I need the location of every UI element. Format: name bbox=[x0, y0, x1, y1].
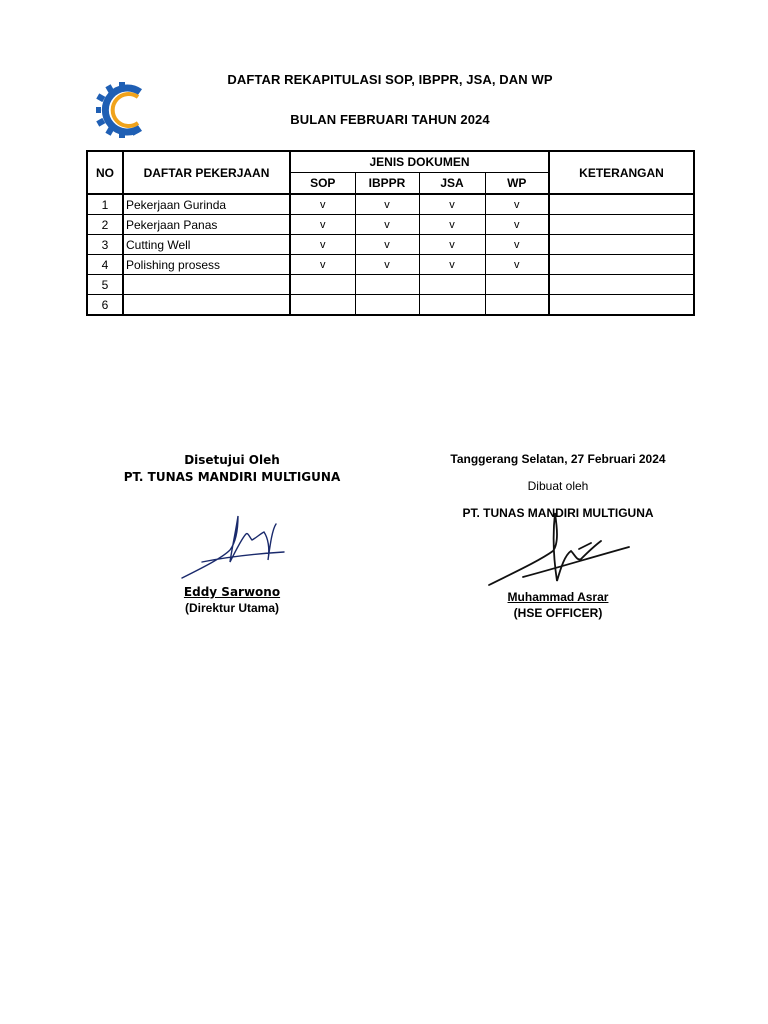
cell-jsa: v bbox=[419, 215, 485, 235]
company-logo bbox=[96, 80, 180, 140]
col-header-wp: WP bbox=[485, 173, 549, 195]
cell-sop bbox=[290, 275, 355, 295]
cell-no: 4 bbox=[87, 255, 123, 275]
cell-job: Pekerjaan Panas bbox=[123, 215, 290, 235]
cell-note bbox=[549, 235, 694, 255]
prepared-name: Muhammad Asrar bbox=[507, 590, 609, 604]
col-header-sop: SOP bbox=[290, 173, 355, 195]
prepared-company: PT. TUNAS MANDIRI MULTIGUNA bbox=[462, 506, 654, 520]
cell-jsa: v bbox=[419, 235, 485, 255]
cell-note bbox=[549, 215, 694, 235]
gear-logo-icon bbox=[96, 80, 180, 140]
col-header-doc-group: JENIS DOKUMEN bbox=[290, 151, 549, 173]
cell-jsa bbox=[419, 295, 485, 316]
cell-job: Polishing prosess bbox=[123, 255, 290, 275]
prepared-block bbox=[420, 451, 696, 621]
cell-jsa: v bbox=[419, 194, 485, 215]
cell-no: 5 bbox=[87, 275, 123, 295]
cell-job: Pekerjaan Gurinda bbox=[123, 194, 290, 215]
approval-signature bbox=[172, 498, 292, 586]
cell-ibppr: v bbox=[355, 194, 419, 215]
cell-jsa: v bbox=[419, 255, 485, 275]
cell-sop: v bbox=[290, 255, 355, 275]
cell-note bbox=[549, 295, 694, 316]
table-row bbox=[87, 255, 694, 275]
cell-note bbox=[549, 275, 694, 295]
approval-block bbox=[100, 452, 364, 616]
cell-note bbox=[549, 194, 694, 215]
cell-sop: v bbox=[290, 194, 355, 215]
cell-wp: v bbox=[485, 194, 549, 215]
approval-position: (Direktur Utama) bbox=[184, 601, 280, 615]
cell-job bbox=[123, 295, 290, 316]
cell-ibppr bbox=[355, 275, 419, 295]
document-subtitle: BULAN FEBRUARI TAHUN 2024 bbox=[290, 112, 490, 127]
cell-ibppr: v bbox=[355, 235, 419, 255]
table-row bbox=[87, 275, 694, 295]
cell-wp bbox=[485, 275, 549, 295]
table-row bbox=[87, 215, 694, 235]
table-row bbox=[87, 295, 694, 316]
prepared-position: (HSE OFFICER) bbox=[513, 606, 603, 620]
cell-note bbox=[549, 255, 694, 275]
cell-sop: v bbox=[290, 215, 355, 235]
col-header-job: DAFTAR PEKERJAAN bbox=[123, 151, 290, 194]
col-header-jsa: JSA bbox=[419, 173, 485, 195]
prepared-label: Dibuat oleh bbox=[527, 479, 589, 493]
cell-ibppr: v bbox=[355, 255, 419, 275]
col-header-note: KETERANGAN bbox=[549, 151, 694, 194]
cell-ibppr bbox=[355, 295, 419, 316]
cell-jsa bbox=[419, 275, 485, 295]
place-date: Tanggerang Selatan, 27 Februari 2024 bbox=[450, 452, 666, 466]
table-row bbox=[87, 235, 694, 255]
cell-wp bbox=[485, 295, 549, 316]
cell-wp: v bbox=[485, 255, 549, 275]
cell-wp: v bbox=[485, 235, 549, 255]
cell-sop bbox=[290, 295, 355, 316]
col-header-ibppr: IBPPR bbox=[355, 173, 419, 195]
table-header-row bbox=[87, 151, 694, 173]
cell-wp: v bbox=[485, 215, 549, 235]
approval-name: Eddy Sarwono bbox=[183, 585, 281, 599]
cell-sop: v bbox=[290, 235, 355, 255]
recap-table bbox=[86, 150, 695, 316]
approval-label: Disetujui Oleh bbox=[184, 453, 280, 467]
cell-no: 2 bbox=[87, 215, 123, 235]
cell-no: 3 bbox=[87, 235, 123, 255]
document-title: DAFTAR REKAPITULASI SOP, IBPPR, JSA, DAN WP bbox=[227, 72, 553, 87]
col-header-no: NO bbox=[87, 151, 123, 194]
cell-no: 6 bbox=[87, 295, 123, 316]
table-row bbox=[87, 194, 694, 215]
approval-company: PT. TUNAS MANDIRI MULTIGUNA bbox=[123, 470, 341, 484]
cell-job bbox=[123, 275, 290, 295]
cell-ibppr: v bbox=[355, 215, 419, 235]
cell-no: 1 bbox=[87, 194, 123, 215]
cell-job: Cutting Well bbox=[123, 235, 290, 255]
